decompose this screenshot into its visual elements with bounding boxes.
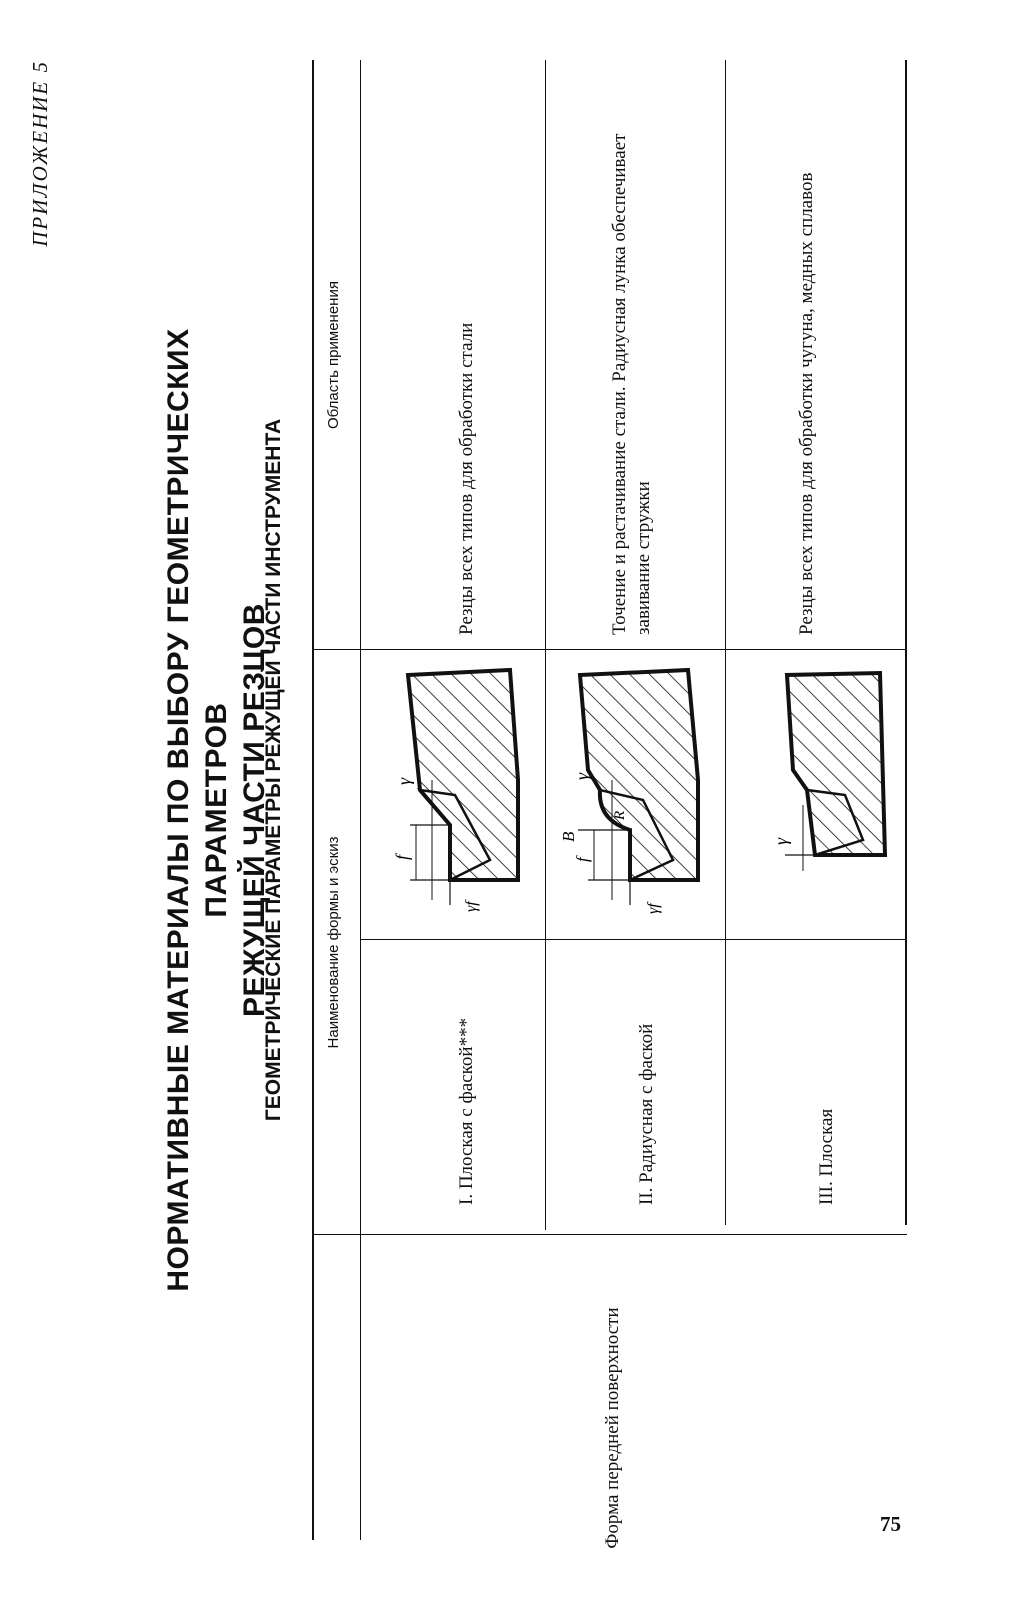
sketch-2-label-gamma: γ	[572, 772, 592, 780]
flat-sketch-icon	[745, 665, 895, 885]
group-label-rake-surface: Форма передней поверхности	[602, 1307, 623, 1549]
sketch-1-label-f: f	[392, 854, 412, 860]
header-name-and-sketch: Наименование формы и эскиз	[325, 836, 342, 1049]
header-application: Область применения	[325, 281, 342, 429]
sketch-2-label-b: B	[559, 831, 578, 842]
radius-with-chamfer-sketch-icon	[558, 665, 718, 920]
group-col-divider	[312, 1234, 907, 1235]
row-2-application: Точение и растачивание стали. Радиусная лунка обеспечивает завивание стружки	[609, 133, 654, 635]
sketch-3-label-gamma: γ	[771, 837, 791, 845]
sketch-1-label-gamma-f: γf	[463, 901, 480, 912]
table-top-rule	[312, 60, 314, 1540]
page-title	[160, 240, 274, 1380]
sketch-1-label-gamma: γ	[394, 777, 414, 785]
sketch-2-label-f: f	[573, 857, 592, 862]
header-bottom-rule	[360, 60, 361, 1540]
table-bottom-rule	[905, 60, 907, 1225]
row-3-name: III. Плоская	[816, 1108, 837, 1205]
row-2-name: II. Радиусная с фаской	[636, 1023, 657, 1205]
row-3-application: Резцы всех типов для обработки чугуна, медных сплавов	[796, 172, 817, 635]
page-number: 75	[880, 1512, 901, 1536]
sketch-app-divider	[312, 649, 907, 650]
sketch-2-label-r: R	[612, 810, 628, 820]
flat-with-chamfer-sketch-icon	[380, 665, 535, 920]
appendix-label: ПРИЛОЖЕНИЕ 5	[28, 60, 52, 247]
row-1-application: Резцы всех типов для обработки стали	[456, 322, 477, 635]
title-line-1: НОРМАТИВНЫЕ МАТЕРИАЛЫ ПО ВЫБОРУ ГЕОМЕТРИЧЕСКИХ ПАРАМЕТРОВ	[162, 328, 233, 1292]
title-line-2: РЕЖУЩЕЙ ЧАСТИ РЕЗЦОВ	[238, 603, 271, 1017]
table-subtitle: ГЕОМЕТРИЧЕСКИЕ ПАРАМЕТРЫ РЕЖУЩЕЙ ЧАСТИ ИНСТРУМЕНТА	[262, 418, 285, 1122]
row-divider-1	[545, 60, 546, 1230]
row-divider-2	[725, 60, 726, 1225]
row-1-name: I. Плоская с фаской***	[456, 1017, 477, 1205]
name-sketch-divider	[360, 939, 907, 940]
sketch-2-label-gamma-f: γf	[645, 903, 662, 914]
